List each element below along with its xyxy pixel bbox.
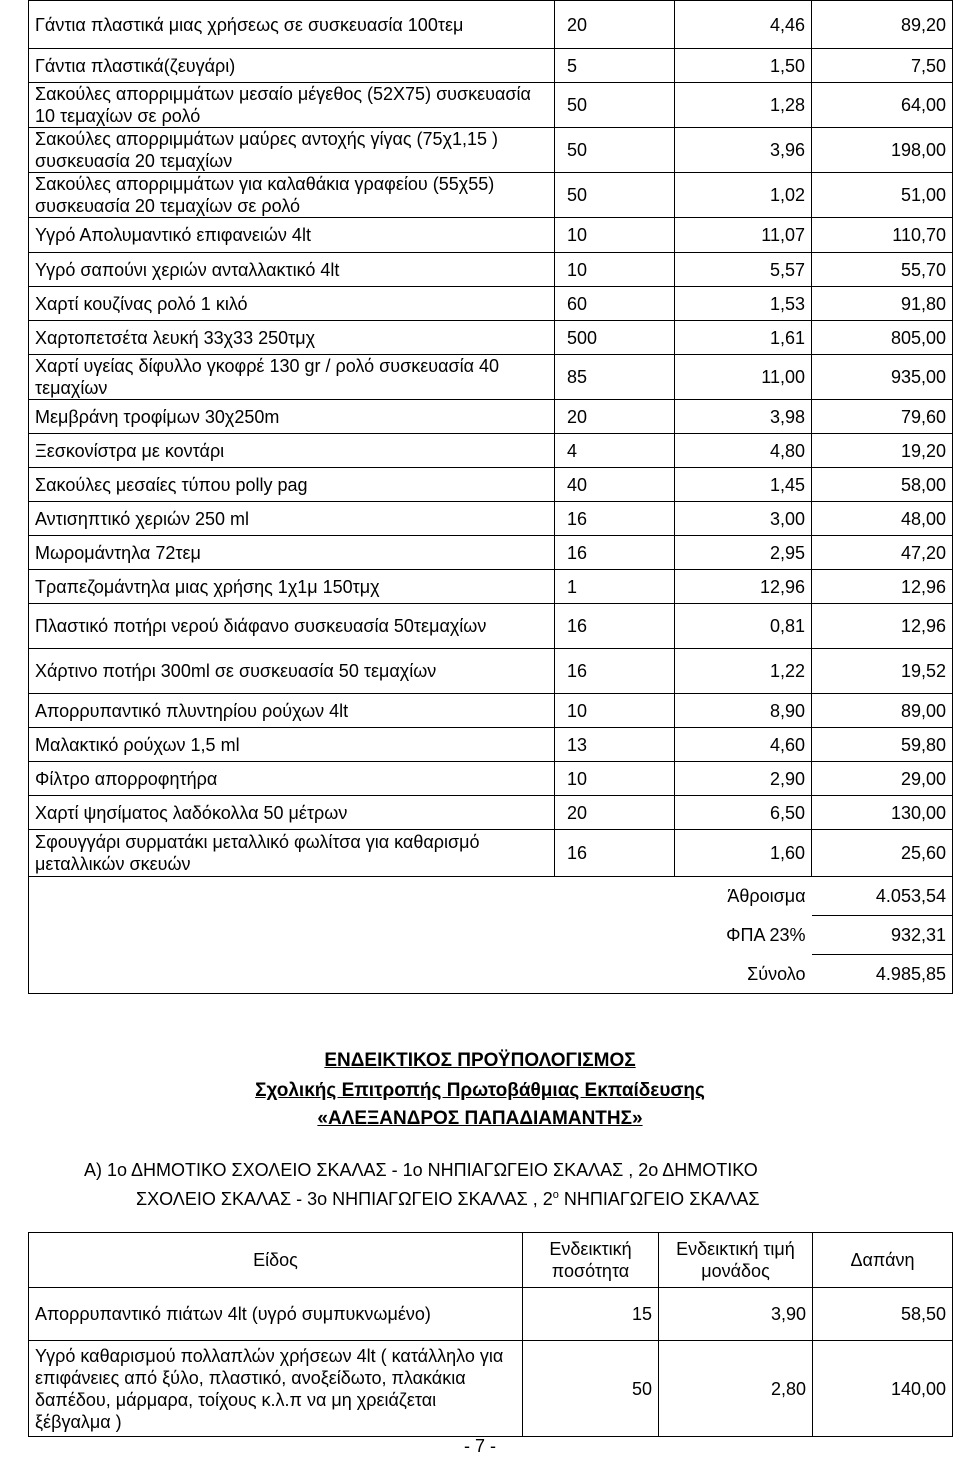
item-unit-price: 2,95	[675, 536, 812, 570]
item-desc: Μαλακτικό ρούχων 1,5 ml	[29, 728, 555, 762]
item-desc: Τραπεζομάντηλα μιας χρήσης 1χ1μ 150τμχ	[29, 570, 555, 604]
item-unit-price: 8,90	[675, 694, 812, 728]
item-total: 198,00	[812, 128, 953, 173]
table-row	[29, 570, 953, 604]
committee-title: Σχολικής Επιτροπής Πρωτοβάθμιας Εκπαίδευσης	[255, 1080, 705, 1101]
item-qty: 16	[555, 649, 675, 694]
item-qty: 85	[555, 355, 675, 400]
item-unit-price: 11,00	[675, 355, 812, 400]
item-total: 48,00	[812, 502, 953, 536]
item-qty: 10	[555, 218, 675, 253]
table-row	[29, 83, 953, 128]
item-total: 19,52	[812, 649, 953, 694]
item-total: 58,50	[813, 1288, 953, 1341]
table-row	[29, 796, 953, 830]
grand-total-label: Σύνολο	[675, 955, 812, 994]
table-row	[29, 762, 953, 796]
item-desc: Υγρό σαπούνι χεριών ανταλλακτικό 4lt	[29, 253, 555, 287]
item-qty: 16	[555, 502, 675, 536]
item-qty: 16	[555, 604, 675, 649]
item-unit-price: 12,96	[675, 570, 812, 604]
item-total: 58,00	[812, 468, 953, 502]
item-unit-price: 4,80	[675, 434, 812, 468]
item-desc: Φίλτρο απορροφητήρα	[29, 762, 555, 796]
item-total: 19,20	[812, 434, 953, 468]
table-row	[29, 604, 953, 649]
item-desc: Πλαστικό ποτήρι νερού διάφανο συσκευασία 50τεμαχίων	[29, 604, 555, 649]
item-qty: 1	[555, 570, 675, 604]
blank-cell	[29, 916, 675, 955]
table-row	[29, 400, 953, 434]
item-desc: Χαρτί κουζίνας ρολό 1 κιλό	[29, 287, 555, 321]
item-desc: Μεμβράνη τροφίμων 30χ250m	[29, 400, 555, 434]
committee-name: «ΑΛΕΞΑΝΔΡΟΣ ΠΑΠΑΔΙΑΜΑΝΤΗΣ»	[317, 1108, 643, 1129]
item-unit-price: 5,57	[675, 253, 812, 287]
item-total: 79,60	[812, 400, 953, 434]
table-header-row	[29, 1233, 953, 1288]
blank-cell	[29, 955, 675, 994]
items-table	[28, 0, 953, 994]
item-unit-price: 1,50	[675, 49, 812, 83]
header-unit: Ενδεικτική τιμή μονάδος	[659, 1233, 813, 1288]
item-qty: 4	[555, 434, 675, 468]
item-desc: Απορρυπαντικό πλυντηρίου ρούχων 4lt	[29, 694, 555, 728]
schools-line-2: ΣΧΟΛΕΙΟ ΣΚΑΛΑΣ - 3ο ΝΗΠΙΑΓΩΓΕΙΟ ΣΚΑΛΑΣ , $2^o$ ΝΗΠΙΑΓΩΓΕΙΟ ΣΚΑΛΑΣ	[136, 1189, 760, 1209]
grand-total-value: 4.985,85	[812, 955, 953, 994]
blank-cell	[29, 877, 675, 916]
item-desc: Γάντια πλαστικά μιας χρήσεως σε συσκευασία 100τεμ	[29, 1, 555, 49]
item-desc: Χαρτί ψησίματος λαδόκολλα 50 μέτρων	[29, 796, 555, 830]
vat-row	[29, 916, 953, 955]
item-total: 89,20	[812, 1, 953, 49]
table-row	[29, 253, 953, 287]
header-qty: Ενδεικτική ποσότητα	[523, 1233, 659, 1288]
item-desc: Σακούλες απορριμμάτων για καλαθάκια γραφείου (55χ55) συσκευασία 20 τεμαχίων σε ρολό	[29, 173, 555, 218]
item-total: 12,96	[812, 604, 953, 649]
grand-total-row	[29, 955, 953, 994]
table-row	[29, 536, 953, 570]
item-total: 64,00	[812, 83, 953, 128]
item-unit-price: 2,80	[659, 1341, 813, 1437]
item-unit-price: 3,90	[659, 1288, 813, 1341]
item-total: 110,70	[812, 218, 953, 253]
item-qty: 50	[523, 1341, 659, 1437]
item-unit-price: 1,61	[675, 321, 812, 355]
item-desc: Χαρτοπετσέτα λευκή 33χ33 250τμχ	[29, 321, 555, 355]
item-total: 59,80	[812, 728, 953, 762]
item-unit-price: 4,60	[675, 728, 812, 762]
item-desc: Μωρομάντηλα 72τεμ	[29, 536, 555, 570]
table-row	[29, 355, 953, 400]
table-row	[29, 468, 953, 502]
table-row	[29, 1, 953, 49]
item-qty: 50	[555, 173, 675, 218]
table-row	[29, 49, 953, 83]
item-unit-price: 6,50	[675, 796, 812, 830]
item-unit-price: 1,53	[675, 287, 812, 321]
vat-value: 932,31	[812, 916, 953, 955]
item-unit-price: 4,46	[675, 1, 812, 49]
item-qty: 10	[555, 253, 675, 287]
item-unit-price: 1,02	[675, 173, 812, 218]
item-unit-price: 3,98	[675, 400, 812, 434]
schools-line-1: Α) 1ο ΔΗΜΟΤΙΚΟ ΣΧΟΛΕΙΟ ΣΚΑΛΑΣ - 1ο ΝΗΠΙΑΓΩΓΕΙΟ ΣΚΑΛΑΣ , 2ο ΔΗΜΟΤΙΚΟ	[84, 1160, 758, 1180]
item-unit-price: 0,81	[675, 604, 812, 649]
item-unit-price: 1,45	[675, 468, 812, 502]
header-item: Είδος	[29, 1233, 523, 1288]
item-unit-price: 11,07	[675, 218, 812, 253]
table-row	[29, 502, 953, 536]
item-total: 12,96	[812, 570, 953, 604]
item-qty: 20	[555, 1, 675, 49]
item-desc: Χαρτί υγείας δίφυλλο γκοφρέ 130 gr / ρολό συσκευασία 40 τεμαχίων	[29, 355, 555, 400]
item-qty: 50	[555, 128, 675, 173]
table-row	[29, 649, 953, 694]
sum-row	[29, 877, 953, 916]
item-qty: 40	[555, 468, 675, 502]
item-desc: Σφουγγάρι συρματάκι μεταλλικό φωλίτσα για καθαρισμό μεταλλικών σκευών	[29, 830, 555, 877]
item-total: 55,70	[812, 253, 953, 287]
item-total: 51,00	[812, 173, 953, 218]
items-table-2	[28, 1232, 953, 1437]
table-row	[29, 287, 953, 321]
item-total: 47,20	[812, 536, 953, 570]
item-desc: Χάρτινο ποτήρι 300ml σε συσκευασία 50 τεμαχίων	[29, 649, 555, 694]
item-total: 7,50	[812, 49, 953, 83]
item-unit-price: 2,90	[675, 762, 812, 796]
item-qty: 16	[555, 536, 675, 570]
table-row	[29, 694, 953, 728]
item-total: 91,80	[812, 287, 953, 321]
item-qty: 500	[555, 321, 675, 355]
item-qty: 20	[555, 796, 675, 830]
item-qty: 16	[555, 830, 675, 877]
table-row	[29, 321, 953, 355]
item-qty: 50	[555, 83, 675, 128]
item-desc: Απορρυπαντικό πιάτων 4lt (υγρό συμπυκνωμένο)	[29, 1288, 523, 1341]
vat-label: ΦΠΑ 23%	[726, 925, 806, 945]
item-total: 140,00	[813, 1341, 953, 1437]
table-row	[29, 1288, 953, 1341]
item-qty: 10	[555, 694, 675, 728]
sum-label: Άθροισμα	[727, 886, 806, 907]
item-desc: Αντισηπτικό χεριών 250 ml	[29, 502, 555, 536]
sum-value: 4.053,54	[812, 877, 953, 916]
item-qty: 13	[555, 728, 675, 762]
item-total: 130,00	[812, 796, 953, 830]
item-qty: 60	[555, 287, 675, 321]
item-qty: 10	[555, 762, 675, 796]
item-desc: Σακούλες απορριμμάτων μεσαίο μέγεθος (52Χ75) συσκευασία 10 τεμαχίων σε ρολό	[29, 83, 555, 128]
item-total: 935,00	[812, 355, 953, 400]
item-desc: Ξεσκονίστρα με κοντάρι	[29, 434, 555, 468]
item-qty: 5	[555, 49, 675, 83]
item-total: 805,00	[812, 321, 953, 355]
table-row	[29, 173, 953, 218]
item-desc: Σακούλες μεσαίες τύπου polly pag	[29, 468, 555, 502]
item-qty: 15	[523, 1288, 659, 1341]
item-desc: Σακούλες απορριμμάτων μαύρες αντοχής γίγας (75χ1,15 ) συσκευασία 20 τεμαχίων	[29, 128, 555, 173]
item-unit-price: 1,28	[675, 83, 812, 128]
item-qty: 20	[555, 400, 675, 434]
table-row	[29, 128, 953, 173]
item-unit-price: 3,96	[675, 128, 812, 173]
item-total: 89,00	[812, 694, 953, 728]
item-desc: Υγρό Απολυμαντικό επιφανειών 4lt	[29, 218, 555, 253]
item-total: 29,00	[812, 762, 953, 796]
item-unit-price: 1,60	[675, 830, 812, 877]
budget-title: ΕΝΔΕΙΚΤΙΚΟΣ ΠΡΟΫΠΟΛΟΓΙΣΜΟΣ	[324, 1050, 636, 1071]
header-cost: Δαπάνη	[813, 1233, 953, 1288]
item-desc: Υγρό καθαρισμού πολλαπλών χρήσεων 4lt ( κατάλληλο για επιφάνειες από ξύλο, πλαστικό, ανοξείδωτο, πλακάκια δαπέδου, μάρμαρα, τοίχους κ.λ.π να μη χρειάζεται ξέβγαλμα )	[29, 1341, 523, 1437]
item-total: 25,60	[812, 830, 953, 877]
item-desc: Γάντια πλαστικά(ζευγάρι)	[29, 49, 555, 83]
page-number: - 7 -	[463, 1436, 496, 1456]
item-unit-price: 3,00	[675, 502, 812, 536]
table-row	[29, 728, 953, 762]
table-row	[29, 434, 953, 468]
item-unit-price: 1,22	[675, 649, 812, 694]
table-row	[29, 1341, 953, 1437]
table-row	[29, 218, 953, 253]
table-row	[29, 830, 953, 877]
